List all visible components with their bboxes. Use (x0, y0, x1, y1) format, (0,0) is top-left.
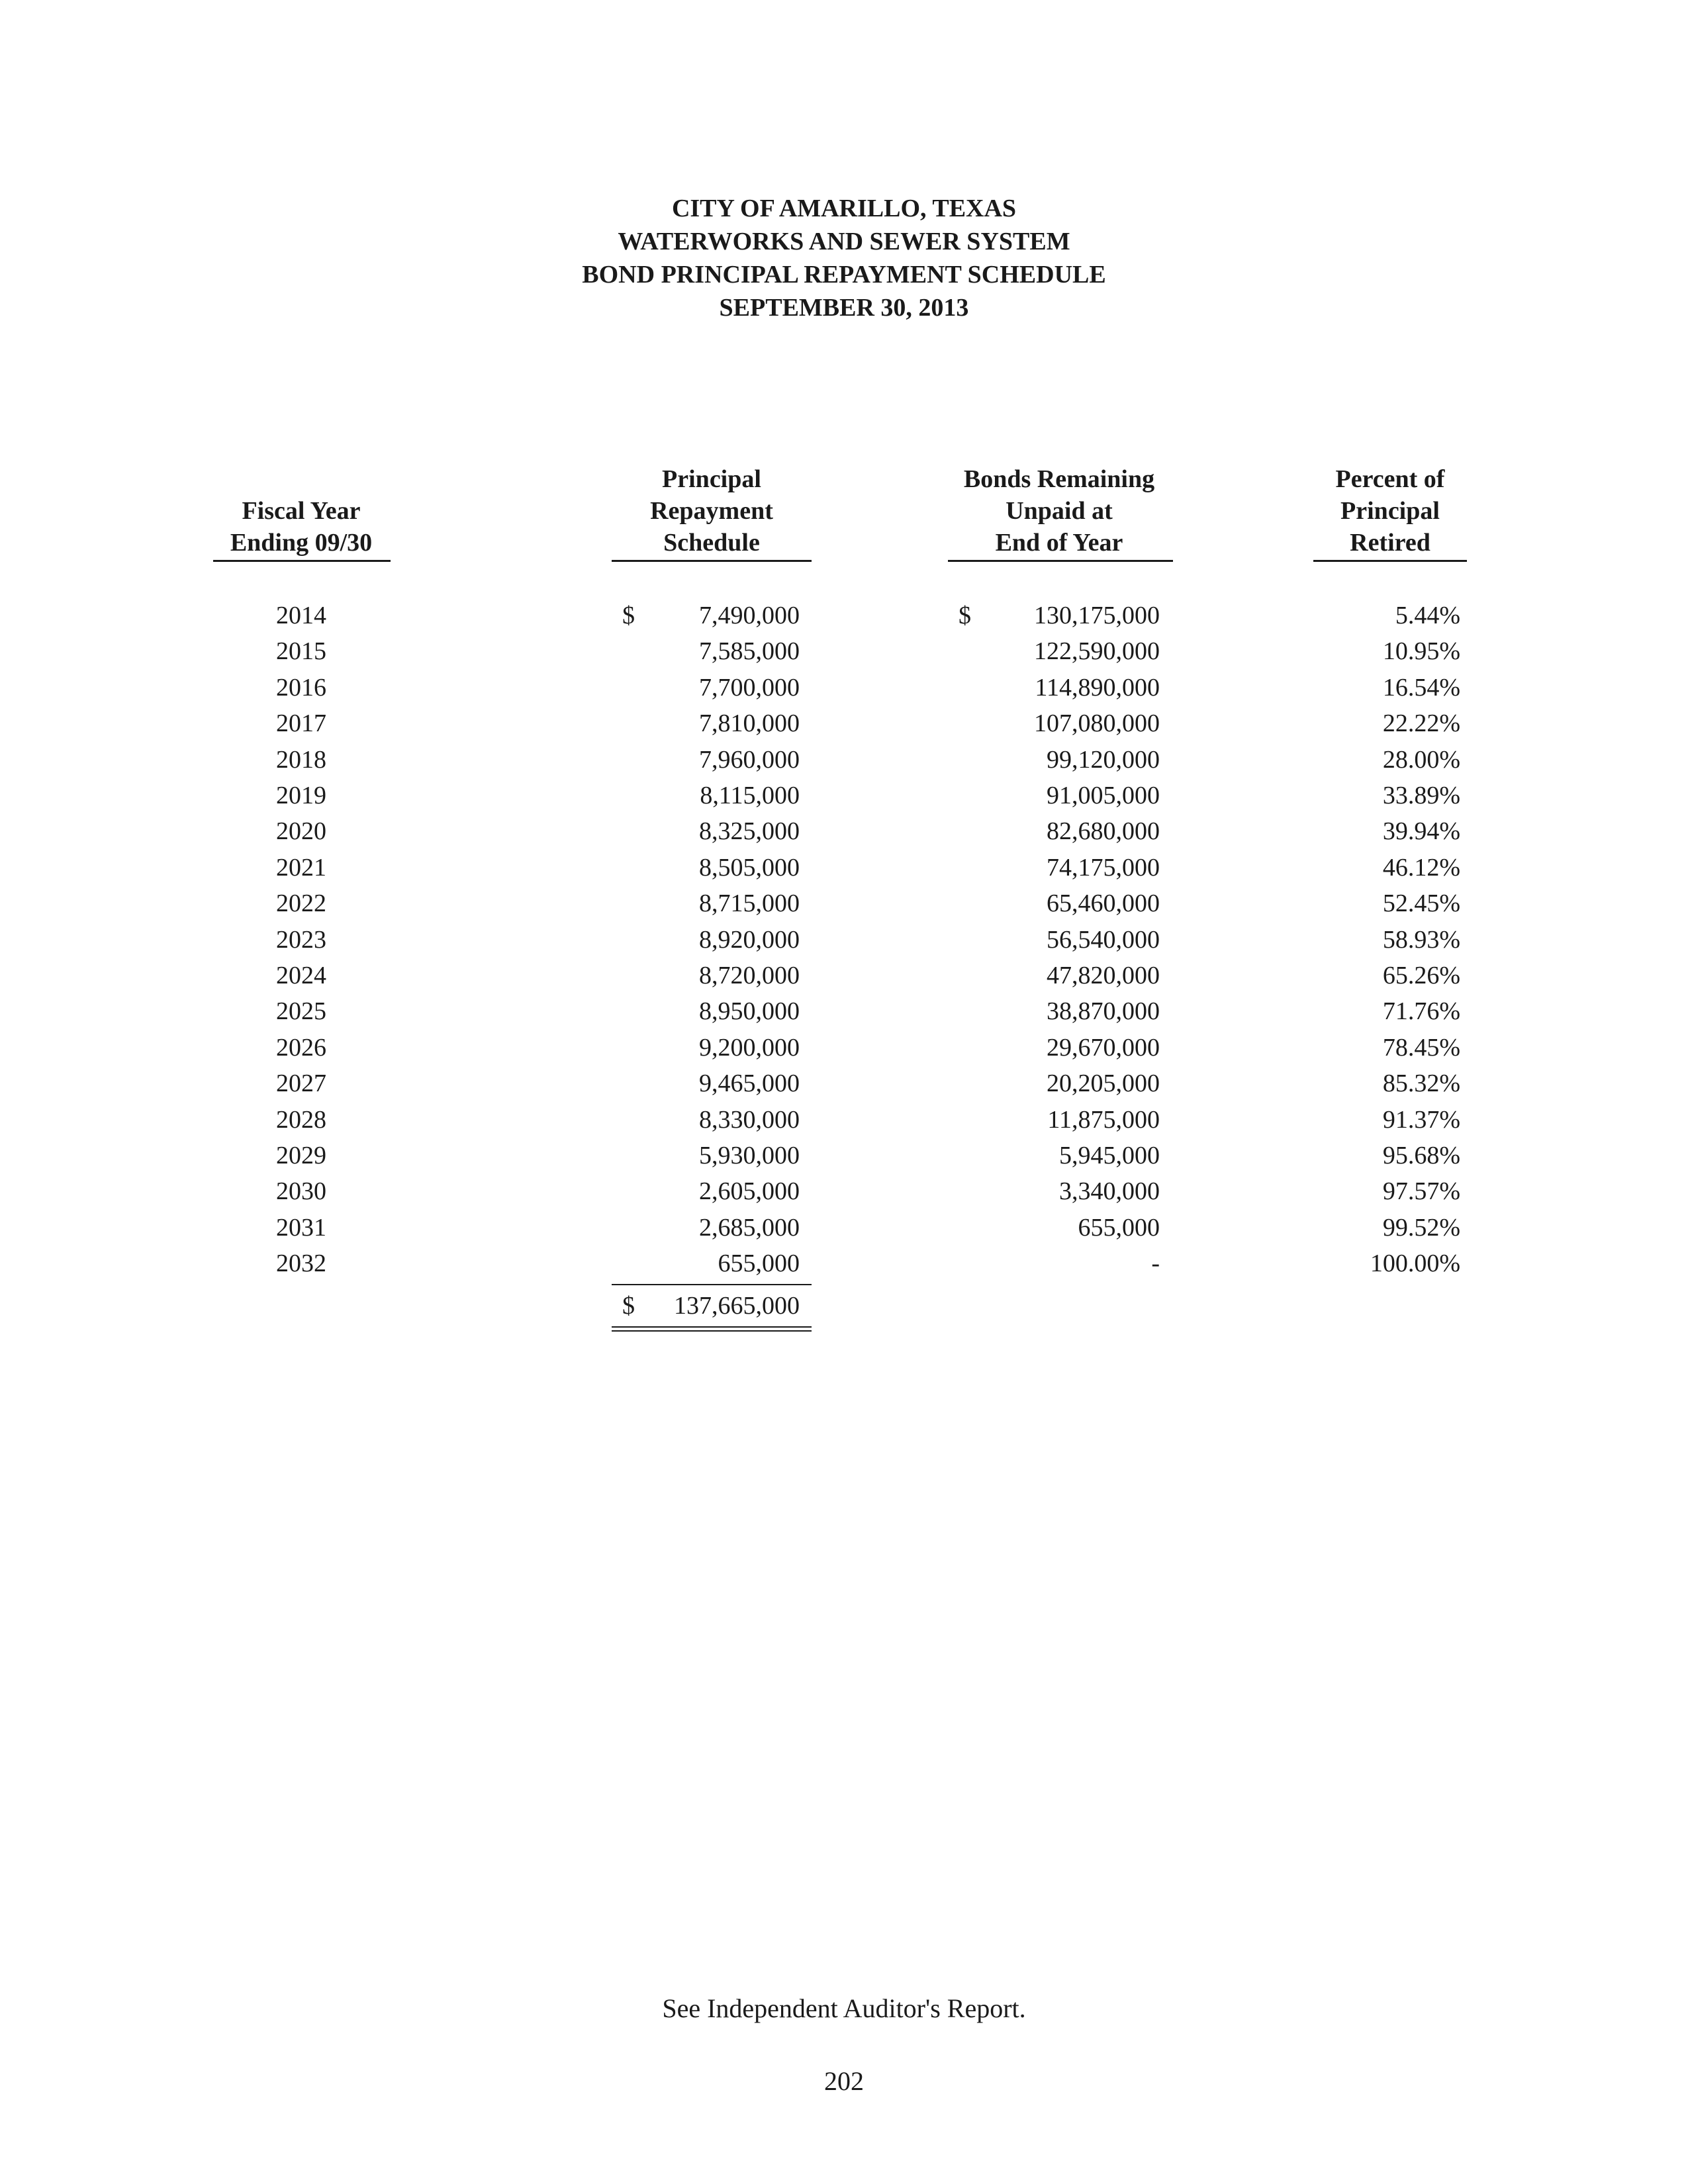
row-percent: 71.76% (1382, 997, 1460, 1025)
row-remaining: 11,875,000 (1047, 1106, 1160, 1134)
row-principal: 9,200,000 (699, 1034, 800, 1062)
title-line-1: CITY OF AMARILLO, TEXAS (671, 195, 1017, 222)
row-percent: 58.93% (1382, 926, 1460, 954)
row-principal: 8,920,000 (699, 926, 800, 954)
header-remaining-rule (948, 560, 1173, 562)
footer-note: See Independent Auditor's Report. (662, 1993, 1026, 2023)
row-percent: 78.45% (1382, 1034, 1460, 1062)
title-line-2: WATERWORKS AND SEWER SYSTEM (618, 228, 1070, 255)
title-line-4: SEPTEMBER 30, 2013 (719, 294, 969, 322)
row-year: 2020 (276, 817, 326, 845)
row-principal: 655,000 (718, 1250, 800, 1277)
row-remaining: 114,890,000 (1035, 674, 1160, 702)
row-principal: 7,700,000 (699, 674, 800, 702)
row-principal: 8,115,000 (700, 782, 800, 809)
row-remaining: 5,945,000 (1059, 1142, 1160, 1169)
row-year: 2021 (276, 854, 326, 882)
row-remaining: 74,175,000 (1047, 854, 1160, 882)
header-remaining-line-1: Bonds Remaining (963, 465, 1155, 493)
row-principal: 9,465,000 (699, 1069, 800, 1097)
row-remaining: 56,540,000 (1047, 926, 1160, 954)
header-percent-rule (1313, 560, 1467, 562)
row-principal: 2,605,000 (699, 1177, 800, 1205)
header-principal-line-2: Repayment (650, 497, 773, 525)
row-principal: 2,685,000 (699, 1214, 800, 1242)
row-year: 2019 (276, 782, 326, 809)
row-percent: 10.95% (1382, 637, 1460, 665)
header-percent (1311, 463, 1470, 559)
row-principal: 8,325,000 (699, 817, 800, 845)
title-line-3: BOND PRINCIPAL REPAYMENT SCHEDULE (582, 261, 1106, 289)
row-remaining: 65,460,000 (1047, 889, 1160, 917)
row-year: 2030 (276, 1177, 326, 1205)
row-principal: 7,810,000 (699, 709, 800, 737)
row-percent: 97.57% (1382, 1177, 1460, 1205)
row-remaining: 122,590,000 (1034, 637, 1160, 665)
row-percent: 99.52% (1382, 1214, 1460, 1242)
row-percent: 22.22% (1382, 709, 1460, 737)
row-year: 2023 (276, 926, 326, 954)
header-fiscal-year-rule (213, 560, 391, 562)
row-remaining: 38,870,000 (1047, 997, 1160, 1025)
row-percent: 28.00% (1382, 746, 1460, 774)
row-year: 2022 (276, 889, 326, 917)
row-remaining: 655,000 (1078, 1214, 1160, 1242)
currency-symbol-remaining: $ (959, 602, 971, 629)
row-remaining: 130,175,000 (1034, 602, 1160, 629)
currency-symbol-principal: $ (622, 602, 635, 629)
header-percent-line-3: Retired (1350, 529, 1430, 557)
header-principal-rule (612, 560, 812, 562)
row-year: 2014 (276, 602, 326, 629)
row-year: 2017 (276, 709, 326, 737)
row-principal: 8,720,000 (699, 962, 800, 989)
row-percent: 16.54% (1382, 674, 1460, 702)
row-percent: 91.37% (1382, 1106, 1460, 1134)
header-remaining-line-2: Unpaid at (1006, 497, 1113, 525)
row-remaining: 99,120,000 (1047, 746, 1160, 774)
row-year: 2024 (276, 962, 326, 989)
row-year: 2026 (276, 1034, 326, 1062)
row-principal: 7,585,000 (699, 637, 800, 665)
row-principal: 8,715,000 (699, 889, 800, 917)
total-double-rule (612, 1326, 812, 1332)
header-percent-line-2: Principal (1340, 497, 1440, 525)
row-remaining: 107,080,000 (1034, 709, 1160, 737)
row-percent: 85.32% (1382, 1069, 1460, 1097)
row-percent: 95.68% (1382, 1142, 1460, 1169)
total-currency-symbol: $ (622, 1292, 635, 1320)
row-year: 2028 (276, 1106, 326, 1134)
row-year: 2016 (276, 674, 326, 702)
header-principal-line-1: Principal (662, 465, 761, 493)
row-percent: 100.00% (1370, 1250, 1460, 1277)
row-percent: 65.26% (1382, 962, 1460, 989)
row-year: 2015 (276, 637, 326, 665)
total-principal: 137,665,000 (674, 1292, 800, 1320)
header-percent-line-1: Percent of (1335, 465, 1445, 493)
row-percent: 5.44% (1395, 602, 1460, 629)
header-fiscal-year (212, 495, 391, 559)
row-percent: 33.89% (1382, 782, 1460, 809)
row-year: 2029 (276, 1142, 326, 1169)
row-percent: 52.45% (1382, 889, 1460, 917)
row-year: 2025 (276, 997, 326, 1025)
row-principal: 5,930,000 (699, 1142, 800, 1169)
row-percent: 39.94% (1382, 817, 1460, 845)
total-single-rule (612, 1284, 812, 1285)
row-principal: 7,490,000 (699, 602, 800, 629)
header-principal-line-3: Schedule (663, 529, 760, 557)
header-fiscal-year-line-2: Ending 09/30 (230, 529, 373, 557)
header-principal (609, 463, 814, 559)
row-year: 2018 (276, 746, 326, 774)
header-fiscal-year-line-1: Fiscal Year (242, 497, 361, 525)
row-year: 2031 (276, 1214, 326, 1242)
row-year: 2032 (276, 1250, 326, 1277)
row-remaining: - (1151, 1250, 1160, 1277)
row-remaining: 82,680,000 (1047, 817, 1160, 845)
page-title (0, 192, 1688, 324)
row-remaining: 47,820,000 (1047, 962, 1160, 989)
row-principal: 7,960,000 (699, 746, 800, 774)
page-number: 202 (824, 2066, 864, 2096)
row-percent: 46.12% (1382, 854, 1460, 882)
row-principal: 8,950,000 (699, 997, 800, 1025)
row-remaining: 29,670,000 (1047, 1034, 1160, 1062)
row-principal: 8,505,000 (699, 854, 800, 882)
header-remaining-line-3: End of Year (995, 529, 1123, 557)
row-remaining: 91,005,000 (1047, 782, 1160, 809)
row-year: 2027 (276, 1069, 326, 1097)
row-principal: 8,330,000 (699, 1106, 800, 1134)
row-remaining: 3,340,000 (1059, 1177, 1160, 1205)
header-remaining (940, 463, 1178, 559)
row-remaining: 20,205,000 (1047, 1069, 1160, 1097)
